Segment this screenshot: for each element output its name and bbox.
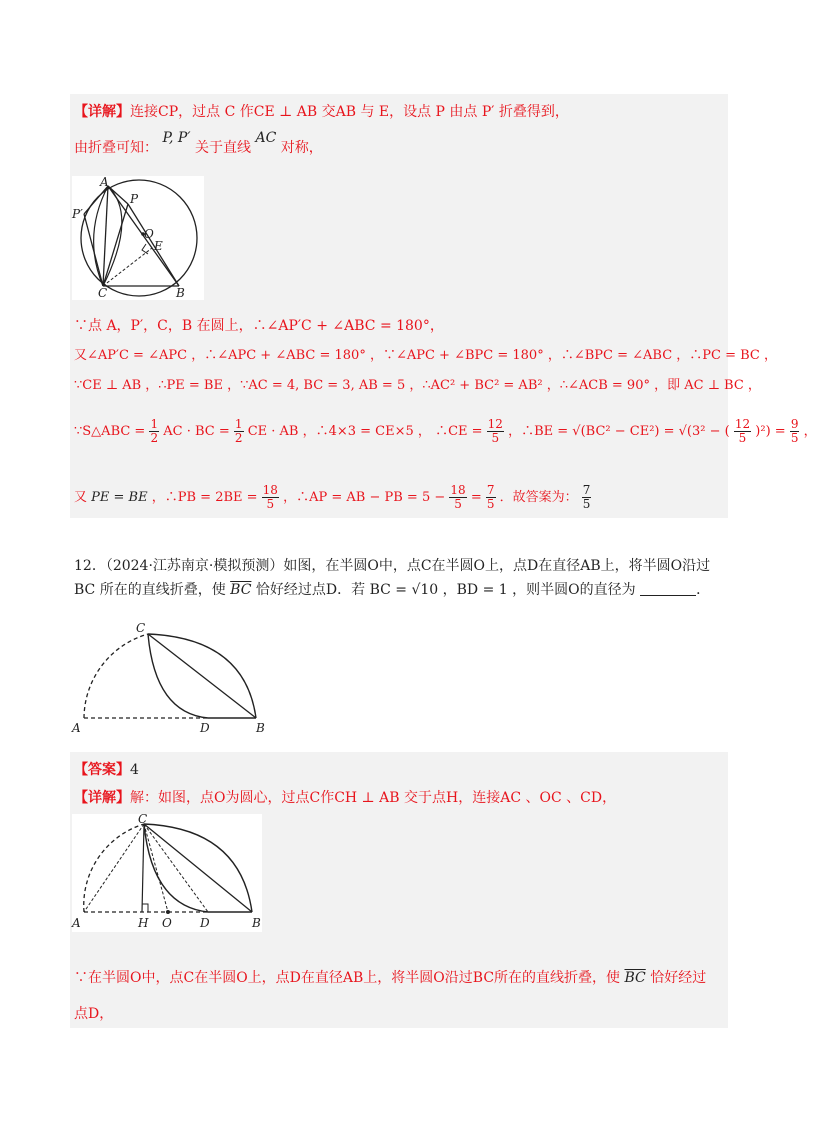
figure-semicircle-solution [72, 814, 262, 932]
detail-text: ，∴BE = √(BC² − CE²) = √(3² − ( [508, 424, 730, 439]
fraction-18-5: $\frac{18}{5}$ [262, 483, 278, 511]
math-pe-be: PE = BE [91, 490, 148, 505]
question-12-line-1 [74, 556, 710, 576]
fraction-9-5: $\frac{9}{5}$ [790, 417, 799, 445]
label-a: A [72, 721, 81, 735]
detail-line-6 [74, 418, 817, 445]
answer-detail-line-2 [74, 968, 706, 988]
detail-text: 连接CP，过点 C 作CE ⊥ AB 交AB 与 E，设点 P 由点 P′ 折叠得到， [130, 104, 569, 120]
fraction-18-5: $\frac{18}{5}$ [450, 483, 466, 511]
detail-text: ∵CE ⊥ AB ，∴PE = BE ，∵AC = 4, BC = 3, AB = 5 ，∴AC² + BC² = AB² ，∴∠ACB = 90° ，即 AC ⊥ BC ， [74, 378, 761, 393]
detail-text: ∵S△ABC = [74, 424, 146, 439]
figure-semicircle-fold [70, 618, 270, 738]
answer-detail-line-3 [74, 1004, 113, 1024]
label-c: C [138, 812, 148, 826]
detail-text: 恰好经过 [650, 970, 707, 986]
detail-text: 对称， [280, 140, 323, 156]
fraction-half: $\frac{1}{2}$ [150, 417, 159, 445]
detail-text: )²) = [755, 424, 786, 439]
label-o: O [144, 227, 154, 241]
detail-text: 点D， [74, 1006, 114, 1022]
math-arc-bc: $\overline{BC}$ [624, 970, 646, 986]
detail-text: 关于直线 [195, 140, 251, 156]
detail-text: CE · AB ，∴4×3 = CE×5 ， [247, 424, 431, 439]
answer-value: 4 [130, 762, 139, 778]
label-d: D [200, 721, 210, 735]
detail-text: ，∴PB = 2BE = [151, 490, 258, 505]
figure-circle-fold-svg [72, 176, 204, 300]
detail-text: ， [803, 424, 817, 439]
detail-text: ∴CE = [435, 424, 483, 439]
label-a: A [72, 916, 81, 930]
detail-line-3 [74, 316, 444, 336]
figure-circle-fold [72, 176, 204, 300]
label-pprime: P′ [72, 207, 83, 221]
detail-line-2 [74, 130, 323, 158]
fraction-7-5: $\frac{7}{5}$ [486, 483, 495, 511]
detail-tag: 【详解】 [74, 790, 130, 806]
answer-blank [640, 581, 696, 596]
detail-text: ，∴AP = AB − PB = 5 − [283, 490, 446, 505]
detail-text: = [470, 490, 482, 505]
detail-text: ∵点 A，P′，C，B 在圆上，∴∠AP′C + ∠ABC = 180°， [74, 318, 444, 334]
detail-text: AC · BC = [163, 424, 230, 439]
answer-line [74, 760, 139, 780]
detail-line-5 [74, 376, 761, 396]
detail-text: ．故答案为： [499, 490, 578, 505]
fraction-12-5: $\frac{12}{5}$ [487, 417, 503, 445]
label-d: D [200, 916, 210, 930]
question-text: ． [696, 582, 711, 598]
figure-semicircle-fold-svg [70, 618, 270, 738]
detail-line-1 [74, 102, 569, 122]
label-h: H [138, 916, 149, 930]
question-text: 恰好经过点D．若 BC = √10 ，BD = 1 ，则半圆O的直径为 [255, 582, 636, 598]
fraction-half: $\frac{1}{2}$ [234, 417, 243, 445]
detail-tag: 【详解】 [74, 104, 130, 120]
label-b: B [176, 286, 185, 300]
detail-line-4 [74, 346, 777, 366]
detail-line-7 [74, 484, 591, 511]
detail-text: 又∠AP′C = ∠APC ，∴∠APC + ∠ABC = 180° ，∵∠APC + ∠BPC = 180° ，∴∠BPC = ∠ABC ，∴PC = BC ， [74, 348, 777, 363]
math-p-pprime: P, P′ [162, 130, 191, 146]
label-c: C [136, 621, 146, 635]
answer-tag: 【答案】 [74, 762, 130, 778]
label-b: B [252, 916, 261, 930]
label-p: P [130, 192, 139, 206]
fraction-12-5: $\frac{12}{5}$ [734, 417, 751, 445]
math-arc-bc: $\overline{BC}$ [230, 582, 252, 598]
label-a: A [100, 175, 109, 189]
question-text: BC 所在的直线折叠，使 [74, 582, 226, 598]
detail-text: 由折叠可知： [74, 140, 158, 156]
label-c: C [98, 286, 108, 300]
detail-text: 解：如图，点O为圆心，过点C作CH ⊥ AB 交于点H，连接AC 、OC 、CD， [130, 790, 617, 806]
figure-semicircle-solution-svg [72, 814, 262, 932]
label-e: E [154, 239, 163, 253]
question-text: 12．（2024·江苏南京·模拟预测）如图，在半圆O中，点C在半圆O上，点D在直径AB上，将半圆O沿过 [74, 558, 711, 574]
label-b: B [256, 721, 265, 735]
label-o: O [162, 916, 172, 930]
detail-text: ∵在半圆O中，点C在半圆O上，点D在直径AB上，将半圆O沿过BC所在的直线折叠，使 [74, 970, 621, 986]
fraction-answer-7-5: $\frac{7}{5}$ [582, 483, 591, 511]
detail-text: 又 [74, 490, 88, 505]
math-ac: AC [255, 130, 277, 146]
answer-detail-line [74, 788, 616, 808]
question-12-line-2 [74, 580, 710, 600]
